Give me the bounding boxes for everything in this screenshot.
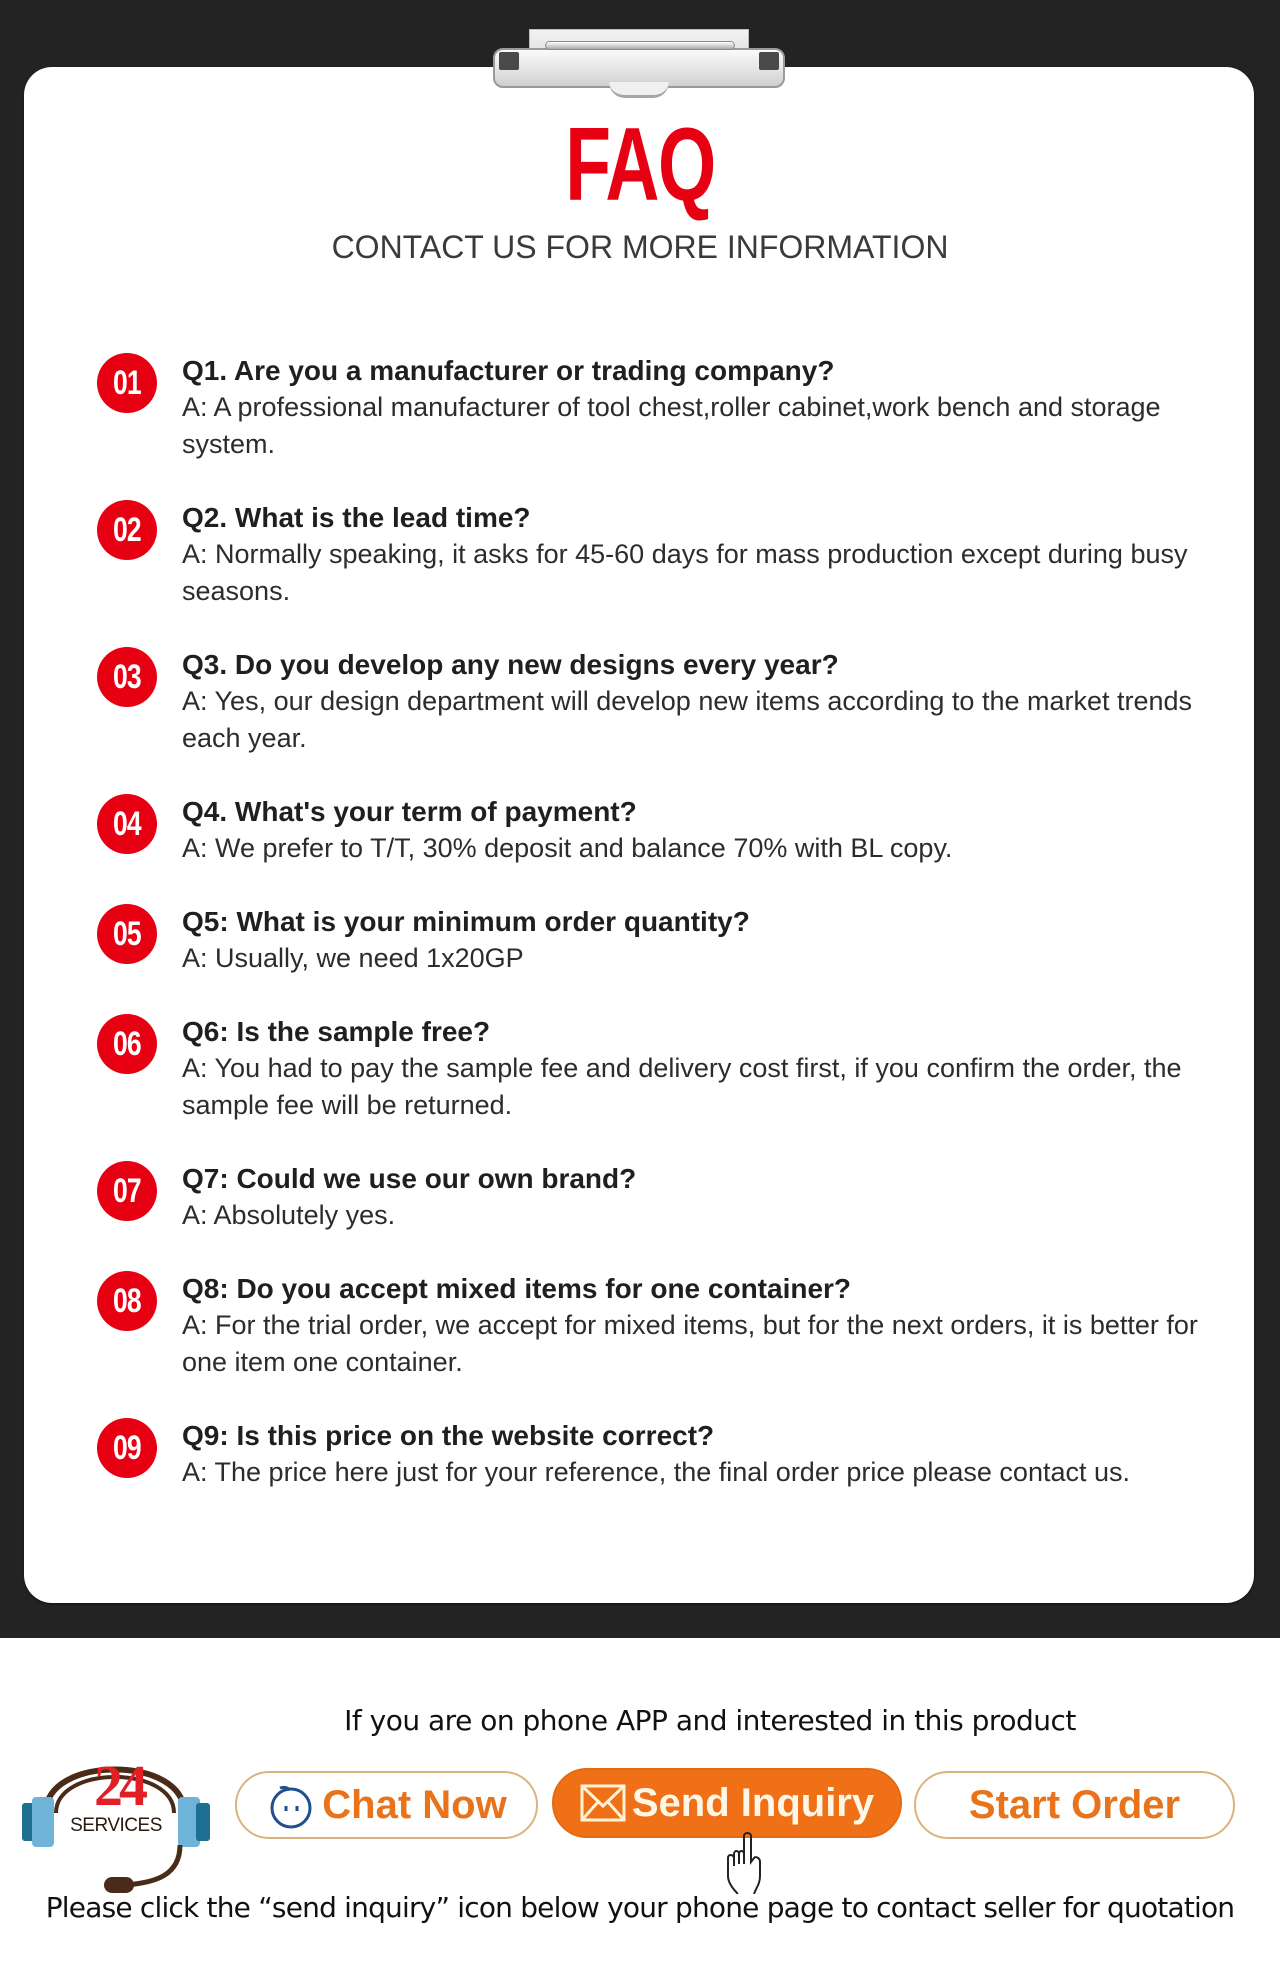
- number-badge: 01: [97, 353, 157, 413]
- start-order-label: Start Order: [968, 1782, 1181, 1827]
- number-badge: 06: [97, 1014, 157, 1074]
- chat-now-label: Chat Now: [322, 1782, 507, 1827]
- logo-number: 24: [94, 1753, 144, 1818]
- envelope-icon: [580, 1784, 626, 1822]
- number-badge: 04: [97, 794, 157, 854]
- faq-question: Q1. Are you a manufacturer or trading company?: [182, 355, 835, 386]
- faq-question: Q8: Do you accept mixed items for one container?: [182, 1273, 852, 1304]
- number-badge: 09: [97, 1418, 157, 1478]
- number-badge: 02: [97, 500, 157, 560]
- clipboard-clip-icon: [493, 26, 785, 104]
- faq-item: [96, 499, 1216, 610]
- faq-item: [96, 1270, 1216, 1381]
- faq-answer: A: Absolutely yes.: [182, 1200, 396, 1230]
- faq-question: Q6: Is the sample free?: [182, 1016, 491, 1047]
- 24-services-headset-logo: [16, 1735, 216, 1895]
- chat-now-button[interactable]: [235, 1771, 538, 1839]
- chat-face-icon: [266, 1780, 316, 1830]
- faq-list: [96, 352, 1216, 1527]
- faq-item: [96, 352, 1216, 463]
- faq-item: [96, 646, 1216, 757]
- faq-answer: A: You had to pay the sample fee and delivery cost first, if you confirm the order, the sample fee will be returned.: [182, 1053, 1182, 1120]
- number-badge: 08: [97, 1271, 157, 1331]
- faq-answer: A: Yes, our design department will develop new items according to the market trends each year.: [182, 686, 1193, 753]
- faq-item: [96, 793, 1216, 867]
- page-title: FAQ: [565, 107, 715, 223]
- faq-question: Q5: What is your minimum order quantity?: [182, 906, 750, 937]
- faq-answer: A: The price here just for your reference, the final order price please contact us.: [182, 1457, 1130, 1487]
- number-badge: 07: [97, 1161, 157, 1221]
- faq-question: Q7: Could we use our own brand?: [182, 1163, 637, 1194]
- number-badge: 05: [97, 904, 157, 964]
- page-subtitle: CONTACT US FOR MORE INFORMATION: [331, 229, 949, 265]
- faq-answer: A: We prefer to T/T, 30% deposit and balance 70% with BL copy.: [182, 833, 953, 863]
- number-badge: 03: [97, 647, 157, 707]
- start-order-button[interactable]: [914, 1771, 1235, 1839]
- faq-item: [96, 1013, 1216, 1124]
- cta-intro-text: If you are on phone APP and interested in this product: [344, 1704, 1076, 1737]
- faq-answer: A: For the trial order, we accept for mixed items, but for the next orders, it is better for one item one container.: [182, 1310, 1198, 1377]
- faq-question: Q9: Is this price on the website correct?: [182, 1420, 715, 1451]
- logo-label: SERVICES: [70, 1815, 162, 1836]
- faq-answer: A: Normally speaking, it asks for 45-60 days for mass production except during busy seasons.: [182, 539, 1188, 606]
- faq-question: Q4. What's your term of payment?: [182, 796, 637, 827]
- send-inquiry-button[interactable]: [552, 1768, 902, 1838]
- faq-answer: A: Usually, we need 1x20GP: [182, 943, 524, 973]
- faq-item: [96, 1160, 1216, 1234]
- send-inquiry-label: Send Inquiry: [631, 1780, 875, 1825]
- faq-item: [96, 1417, 1216, 1491]
- faq-question: Q2. What is the lead time?: [182, 502, 531, 533]
- cta-instruction-text: Please click the “send inquiry” icon below your phone page to contact seller for quotation: [45, 1891, 1235, 1924]
- pointing-hand-icon: [718, 1832, 774, 1894]
- faq-answer: A: A professional manufacturer of tool chest,roller cabinet,work bench and storage system.: [182, 392, 1161, 459]
- faq-question: Q3. Do you develop any new designs every year?: [182, 649, 839, 680]
- faq-item: [96, 903, 1216, 977]
